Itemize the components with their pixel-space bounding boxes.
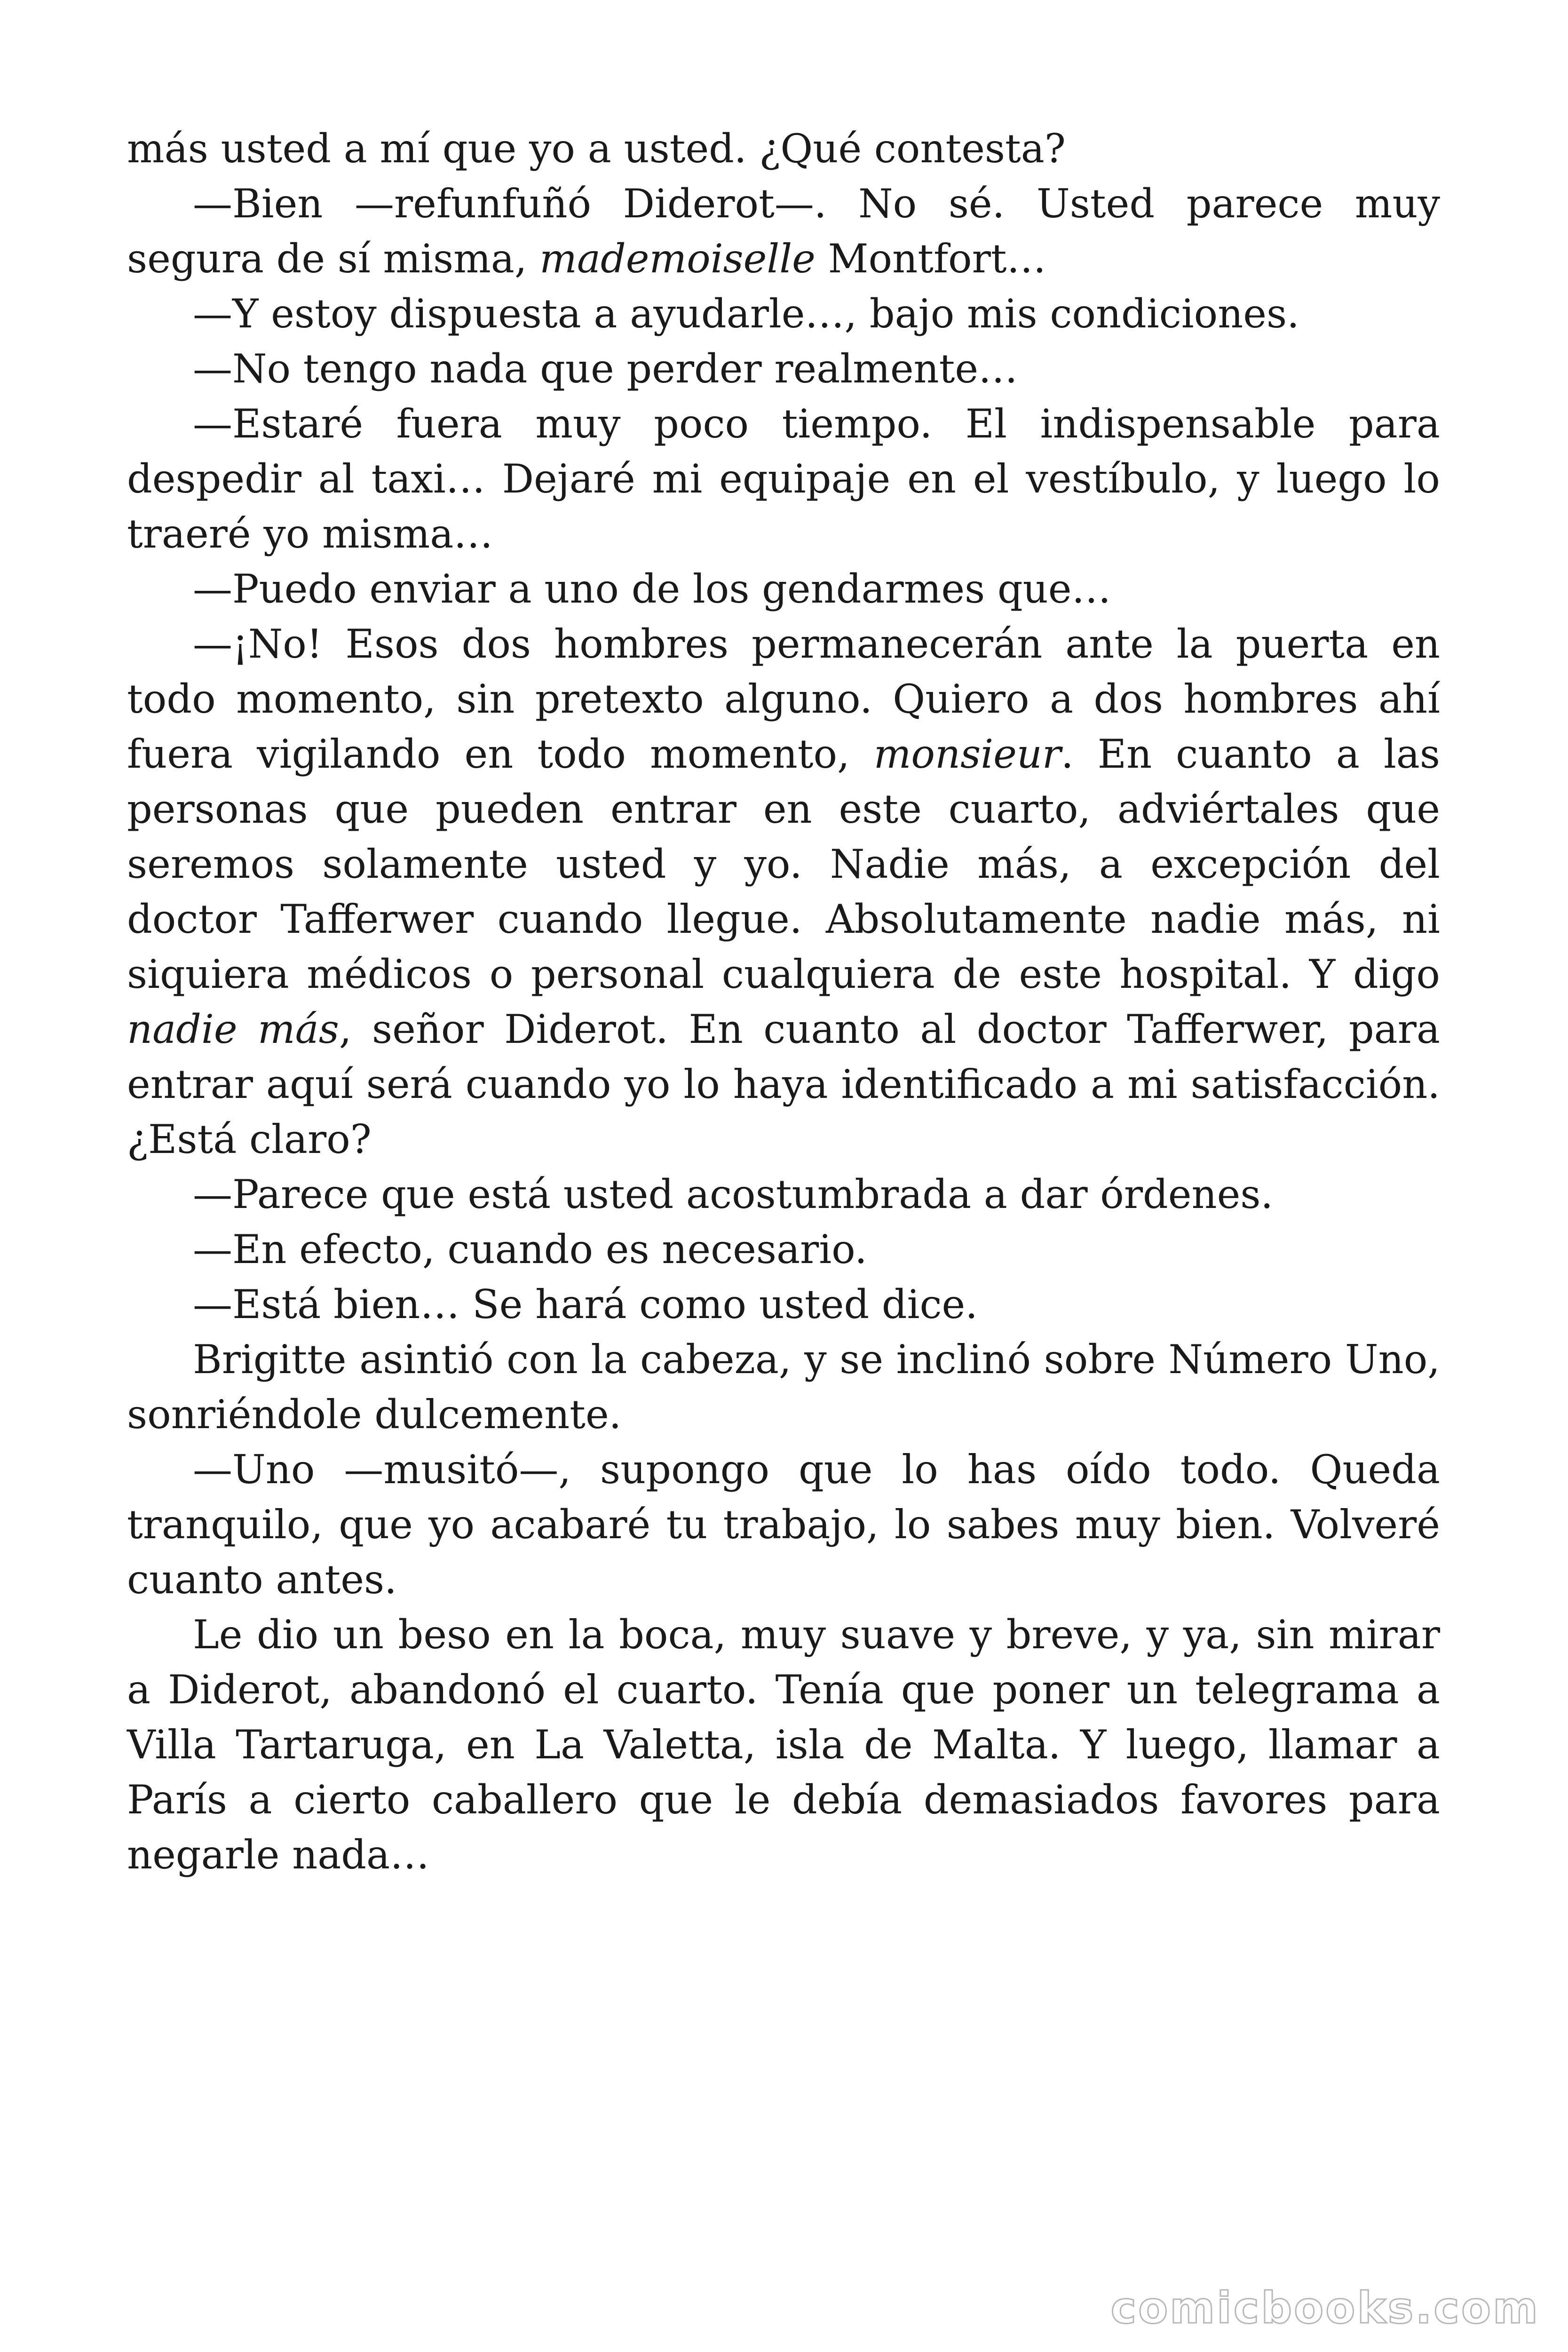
paragraph-4 (127, 342, 1440, 397)
paragraph-text: —Uno —musitó—, supongo que lo has oído todo. Queda tranquilo, que yo acabaré tu trabajo, lo sabes muy bien. Volveré cuanto antes. (127, 1446, 1440, 1603)
paragraph-6 (127, 562, 1440, 617)
paragraph-text: más usted a mí que yo a usted. ¿Qué contesta? (127, 126, 1066, 172)
paragraph-text: —Bien —refunfuñó Diderot—. No sé. Usted parece muy segura de sí misma, (127, 181, 1440, 282)
paragraph-text: —Parece que está usted acostumbrada a dar órdenes. (193, 1171, 1274, 1217)
paragraph-text: Montfort… (815, 236, 1046, 282)
paragraph-text: —¡No! Esos dos hombres permanecerán ante la puerta en todo momento, sin pretexto alguno. Quiero a dos hombres ahí fuera vigilando en todo momento, (127, 621, 1440, 777)
paragraph-text: Brigitte asintió con la cabeza, y se inclinó sobre Número Uno, sonriéndole dulcemente. (127, 1336, 1440, 1438)
paragraph-text: , señor Diderot. En cuanto al doctor Tafferwer, para entrar aquí será cuando yo lo haya identificado a mi satisfacción. ¿Está claro? (127, 1006, 1440, 1162)
paragraph-text: —No tengo nada que perder realmente… (193, 346, 1018, 392)
paragraph-text: —En efecto, cuando es necesario. (193, 1226, 867, 1272)
paragraph-5 (127, 397, 1440, 562)
italic-text: monsieur (873, 731, 1061, 777)
paragraph-text: —Y estoy dispuesta a ayudarle…, bajo mis condiciones. (193, 291, 1299, 337)
paragraph-text: —Puedo enviar a uno de los gendarmes que… (193, 566, 1111, 612)
paragraph-10 (127, 1277, 1440, 1332)
italic-text: nadie más (127, 1006, 339, 1052)
paragraph-2 (127, 176, 1440, 286)
paragraph-text: Le dio un beso en la boca, muy suave y breve, y ya, sin mirar a Diderot, abandonó el cuarto. Tenía que poner un telegrama a Villa Tartaruga, en La Valetta, isla de Malta. Y luego, llamar a París a cierto caballero que le debía demasiados favores para negarle nada… (127, 1612, 1440, 1878)
paragraph-text: —Está bien… Se hará como usted dice. (193, 1281, 978, 1327)
paragraph-3 (127, 286, 1440, 342)
paragraph-1 (127, 121, 1440, 176)
watermark-logo: comicbooks.com (1110, 2283, 1540, 2333)
body-text (127, 121, 1440, 1883)
paragraph-12 (127, 1442, 1440, 1607)
paragraph-11 (127, 1332, 1440, 1442)
paragraph-9 (127, 1222, 1440, 1277)
paragraph-7 (127, 617, 1440, 1167)
paragraph-8 (127, 1167, 1440, 1222)
italic-text: mademoiselle (539, 236, 816, 282)
paragraph-13 (127, 1607, 1440, 1883)
paragraph-text: —Estaré fuera muy poco tiempo. El indispensable para despedir al taxi… Dejaré mi equipaje en el vestíbulo, y luego lo traeré yo misma… (127, 401, 1440, 557)
paragraph-text: . En cuanto a las personas que pueden entrar en este cuarto, adviértales que seremos solamente usted y yo. Nadie más, a excepción del doctor Tafferwer cuando llegue. Absolutamente nadie más, ni siquiera médicos o personal cualquiera de este hospital. Y digo (127, 731, 1440, 997)
